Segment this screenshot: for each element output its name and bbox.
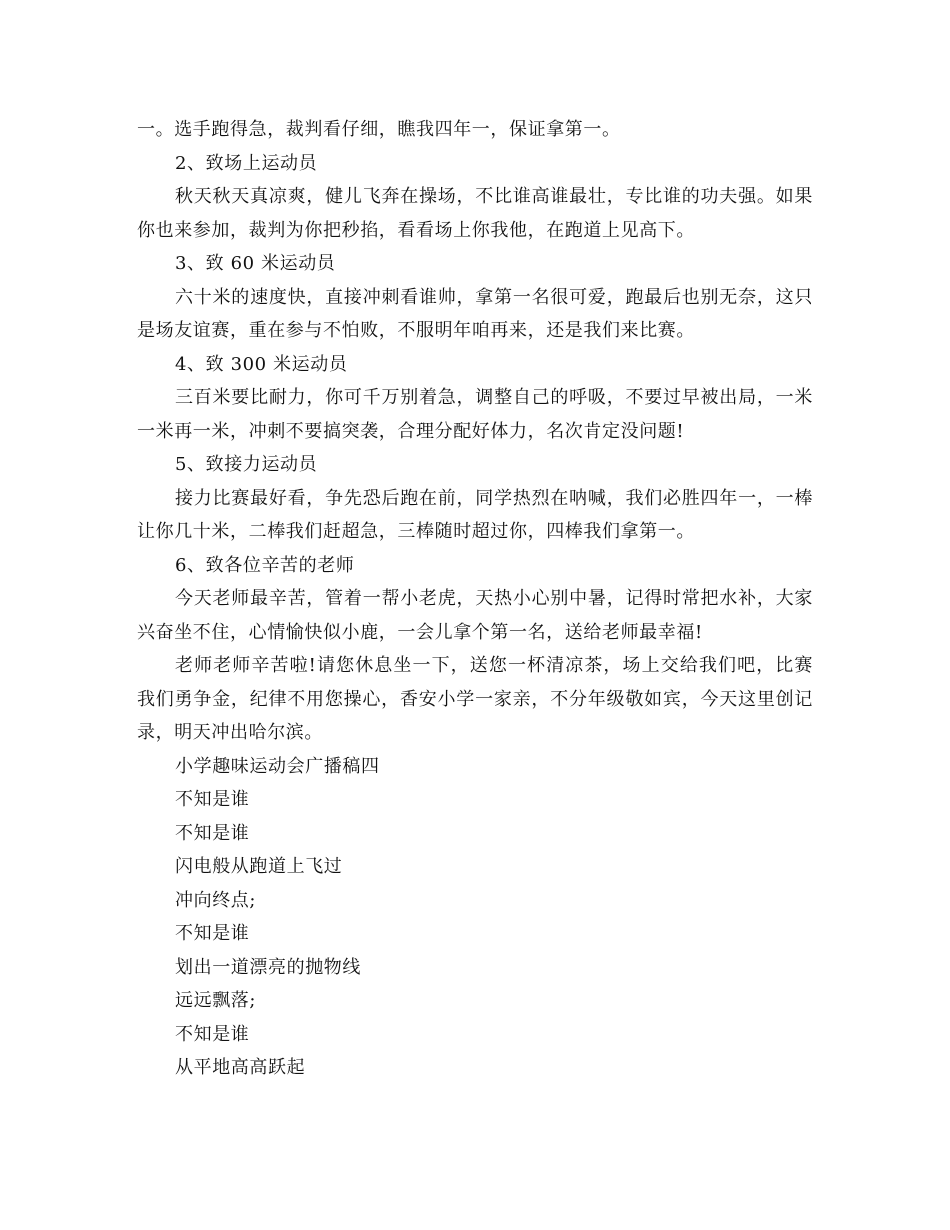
verse-line: 不知是谁 <box>175 822 250 844</box>
paragraph-continuation: 一。选手跑得急，裁判看仔细，瞧我四年一，保证拿第一。 <box>137 119 621 140</box>
section-heading-5: 5、致接力运动员 <box>175 454 318 475</box>
verse-line: 不知是谁 <box>175 923 250 944</box>
paragraph-section-6a: 今天老师最辛苦，管着一帮小老虎，天热小心别中暑，记得时常把水补，大家兴奋坐不住，心情愉快似小鹿，一会儿拿个第一名，送给老师最幸福! <box>137 588 813 643</box>
verse-line: 远远飘落; <box>175 990 257 1011</box>
section-heading-3: 3、致 60 米运动员 <box>175 253 336 274</box>
paragraph-section-2: 秋天秋天真凉爽，健儿飞奔在操场，不比谁高谁最壮，专比谁的功夫强。如果你也来参加，裁判为你把秒掐，看看场上你我他，在跑道上见高下。 <box>137 186 813 241</box>
section-heading-4: 4、致 300 米运动员 <box>175 353 348 375</box>
section-heading-6: 6、致各位辛苦的老师 <box>175 554 355 576</box>
verse-line: 划出一道漂亮的抛物线 <box>175 956 361 978</box>
section-heading-2: 2、致场上运动员 <box>175 152 318 174</box>
broadcast-title: 小学趣味运动会广播稿四 <box>175 755 380 777</box>
paragraph-section-5: 接力比赛最好看，争先恐后跑在前，同学热烈在呐喊，我们必胜四年一，一棒让你几十米，二棒我们赶超急，三棒随时超过你，四棒我们拿第一。 <box>137 487 813 542</box>
verse-line: 冲向终点; <box>175 889 257 911</box>
document-body <box>137 113 813 1085</box>
paragraph-section-3: 六十米的速度快，直接冲刺看谁帅，拿第一名很可爱，跑最后也别无奈，这只是场友谊赛，重在参与不怕败，不服明年咱再来，还是我们来比赛。 <box>137 286 813 341</box>
paragraph-section-4: 三百米要比耐力，你可千万别着急，调整自己的呼吸，不要过早被出局，一米一米再一米，冲刺不要搞突袭，合理分配好体力，名次肯定没问题! <box>137 387 813 442</box>
verse-line: 从平地高高跃起 <box>175 1057 306 1078</box>
verse-line: 闪电般从跑道上飞过 <box>175 856 343 877</box>
verse-line: 不知是谁 <box>175 789 250 810</box>
paragraph-section-6b: 老师老师辛苦啦!请您休息坐一下，送您一杯清凉茶，场上交给我们吧，比赛我们勇争金，纪律不用您操心，香安小学一家亲，不分年级敬如宾，今天这里创记录，明天冲出哈尔滨。 <box>137 655 813 743</box>
verse-line: 不知是谁 <box>175 1023 250 1045</box>
